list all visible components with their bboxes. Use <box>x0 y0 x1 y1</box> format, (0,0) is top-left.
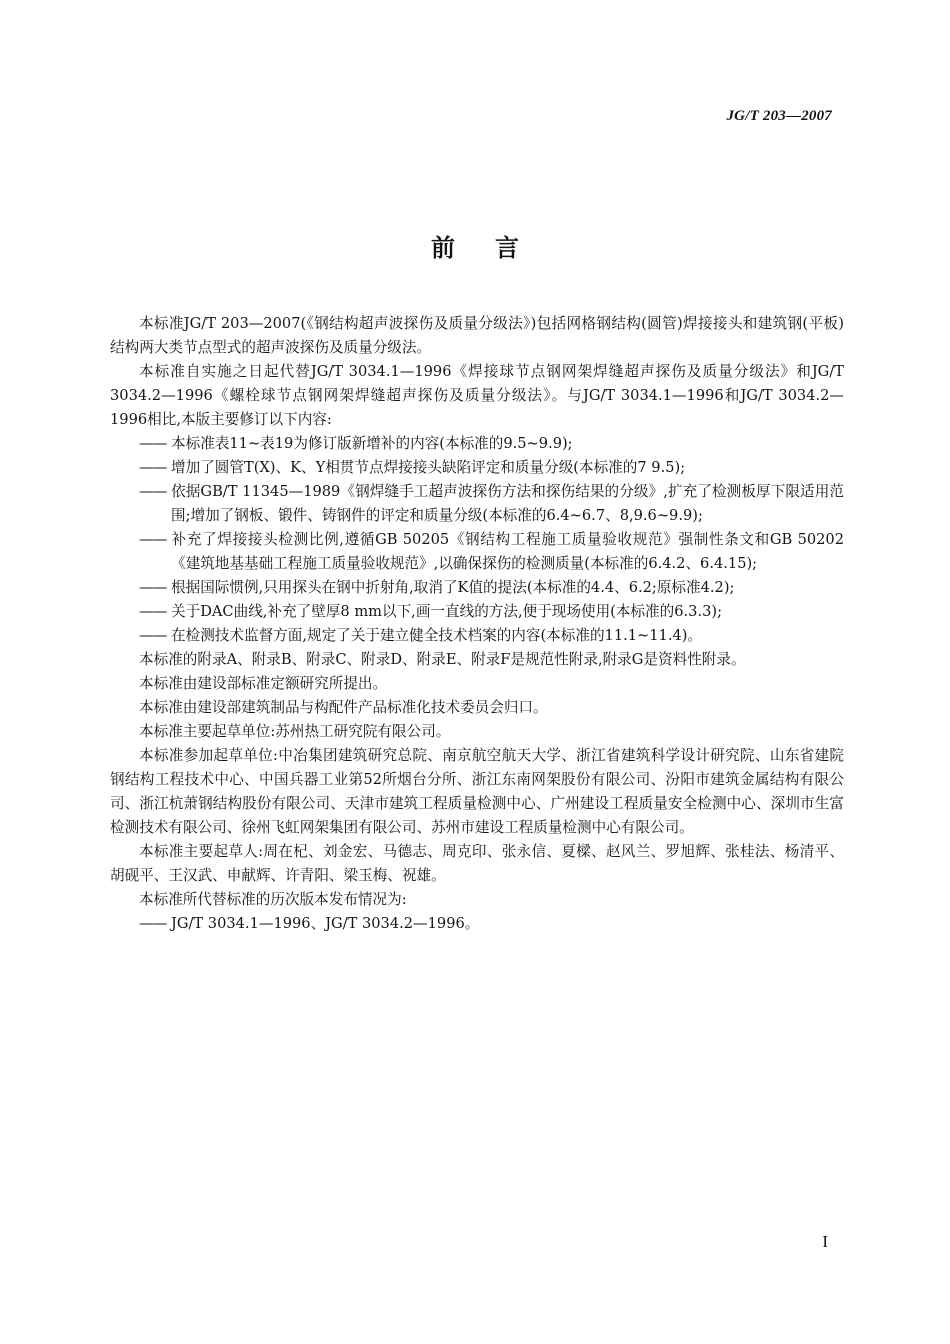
revision-item-text: 根据国际惯例,只用探头在钢中折射角,取消了K值的提法(本标准的4.4、6.2;原标准4.2); <box>171 579 735 596</box>
dash-marker: —— <box>139 627 167 644</box>
dash-marker: —— <box>139 483 167 500</box>
dash-marker: —— <box>139 915 167 932</box>
revision-item-text: 在检测技术监督方面,规定了关于建立健全技术档案的内容(本标准的11.1~11.4)。 <box>171 627 703 644</box>
revision-item <box>139 480 844 528</box>
foreword-body <box>110 312 844 936</box>
closing-paragraph: 本标准所代替标准的历次版本发布情况为: <box>139 891 407 908</box>
revision-item <box>139 576 844 600</box>
standard-code: JG/T 203—2007 <box>726 108 832 124</box>
revision-item <box>139 528 844 576</box>
revision-item <box>139 624 844 648</box>
revision-item <box>139 600 844 624</box>
dash-marker: —— <box>139 435 167 452</box>
history-item-text: JG/T 3034.1—1996、JG/T 3034.2—1996。 <box>171 915 480 932</box>
history-item <box>139 912 844 936</box>
dash-marker: —— <box>139 579 167 596</box>
closing-paragraph: 本标准由建设部标准定额研究所提出。 <box>139 675 388 692</box>
revision-item <box>139 456 844 480</box>
revision-item-text: 增加了圆管T(X)、K、Y相贯节点焊接接头缺陷评定和质量分级(本标准的7 9.5); <box>171 459 686 476</box>
closing-paragraph: 本标准主要起草人:周在杞、刘金宏、马德志、周克印、张永信、夏樑、赵风兰、罗旭辉、张桂法、杨清平、胡砚平、王汉武、申献辉、许青阳、梁玉梅、祝雄。 <box>110 843 844 884</box>
page-title: 前言 <box>431 234 559 262</box>
revision-item-text: 依据GB/T 11345—1989《钢焊缝手工超声波探伤方法和探伤结果的分级》,扩充了检测板厚下限适用范围;增加了钢板、锻件、铸钢件的评定和质量分级(本标准的6.4~6.7、8,9.6~9.9); <box>171 483 844 524</box>
closing-paragraph: 本标准参加起草单位:中冶集团建筑研究总院、南京航空航天大学、浙江省建筑科学设计研究院、山东省建院钢结构工程技术中心、中国兵器工业第52所烟台分所、浙江东南网架股份有限公司、汾阳市建筑金属结构有限公司、浙江杭萧钢结构股份有限公司、天津市建筑工程质量检测中心、广州建设工程质量安全检测中心、深圳市生富检测技术有限公司、徐州飞虹网架集团有限公司、苏州市建设工程质量检测中心有限公司。 <box>110 747 844 836</box>
revision-item-text: 补充了焊接接头检测比例,遵循GB 50205《钢结构工程施工质量验收规范》强制性条文和GB 50202《建筑地基基础工程施工质量验收规范》,以确保探伤的检测质量(本标准的6.4.2、6.4.15); <box>171 531 844 572</box>
dash-marker: —— <box>139 603 167 620</box>
dash-marker: —— <box>139 459 167 476</box>
revision-item-text: 本标准表11~表19为修订版新增补的内容(本标准的9.5~9.9); <box>171 435 573 452</box>
page-number: I <box>822 1232 828 1251</box>
intro-paragraph: 本标准自实施之日起代替JG/T 3034.1—1996《焊接球节点钢网架焊缝超声探伤及质量分级法》和JG/T 3034.2—1996《螺栓球节点钢网架焊缝超声探伤及质量分级法》。与JG/T 3034.1—1996和JG/T 3034.2—1996相比,本版主要修订以下内容: <box>110 363 844 428</box>
closing-paragraph: 本标准主要起草单位:苏州热工研究院有限公司。 <box>139 723 451 740</box>
revision-item <box>139 432 844 456</box>
intro-paragraph: 本标准JG/T 203—2007(《钢结构超声波探伤及质量分级法》)包括网格钢结构(圆管)焊接接头和建筑钢(平板)结构两大类节点型式的超声波探伤及质量分级法。 <box>110 315 844 356</box>
closing-paragraph: 本标准的附录A、附录B、附录C、附录D、附录E、附录F是规范性附录,附录G是资料性附录。 <box>139 651 746 668</box>
dash-marker: —— <box>139 531 167 548</box>
revision-item-text: 关于DAC曲线,补充了壁厚8 mm以下,画一直线的方法,便于现场使用(本标准的6.3.3); <box>171 603 722 620</box>
closing-paragraph: 本标准由建设部建筑制品与构配件产品标准化技术委员会归口。 <box>139 699 548 716</box>
